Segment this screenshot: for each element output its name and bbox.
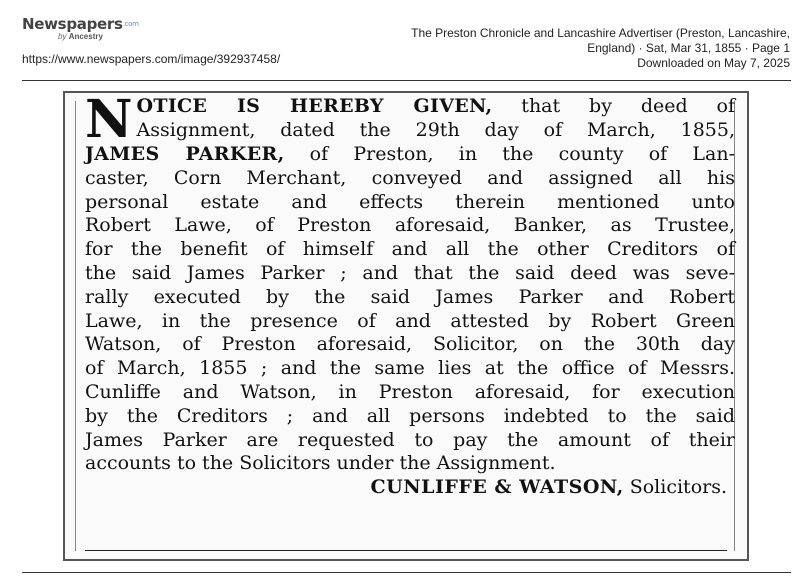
notice-line: Robert Lawe, of Preston aforesaid, Banker, as Trustee,	[85, 214, 735, 237]
logo-com: .com	[122, 20, 139, 28]
notice-line-text: that by deed of	[492, 95, 735, 117]
notice-line: Assignment, dated the 29th day of March, 1855,	[136, 118, 735, 141]
logo-by: by	[58, 32, 67, 41]
notice-text	[85, 89, 735, 500]
source-metadata	[370, 26, 790, 71]
notice-line: of March, 1855 ; and the same lies at the office of Messrs.	[85, 357, 735, 380]
notice-line: Watson, of Preston aforesaid, Solicitor, on the 30th day	[85, 333, 735, 356]
notice-heading: OTICE IS HEREBY GIVEN,	[136, 95, 493, 117]
clipping-bottom-rule	[85, 550, 727, 551]
notice-line: caster, Corn Merchant, conveyed and assigned all his	[85, 166, 735, 189]
notice-line: Lawe, in the presence of and attested by Robert Green	[85, 309, 735, 332]
meta-line-1: The Preston Chronicle and Lancashire Advertiser (Preston, Lancashire,	[411, 26, 790, 40]
signature-firm: CUNLIFFE & WATSON,	[370, 476, 624, 499]
notice-line: accounts to the Solicitors under the Assignment.	[85, 452, 556, 475]
meta-line-2: England) · Sat, Mar 31, 1855 · Page 1	[587, 41, 790, 55]
notice-line: Cunliffe and Watson, in Preston aforesaid, for execution	[85, 380, 735, 403]
notice-name: JAMES PARKER,	[85, 143, 285, 165]
notice-line	[85, 95, 735, 119]
notice-line: personal estate and effects therein mentioned unto	[85, 190, 735, 213]
notice-line: the said James Parker ; and that the said deed was seve-	[85, 261, 735, 284]
notice-line	[85, 143, 735, 167]
notice-line-text: of Preston, in the county of Lan-	[284, 143, 735, 165]
logo-wordmark	[22, 16, 139, 32]
notice-line: James Parker are requested to pay the amount of their	[85, 428, 735, 451]
logo-byline	[58, 32, 139, 42]
signature	[85, 476, 735, 500]
notice-line: by the Creditors ; and all persons indebted to the said	[85, 404, 735, 427]
footer-divider	[22, 572, 791, 573]
signature-title: Solicitors.	[623, 476, 727, 499]
meta-line-3: Downloaded on May 7, 2025	[637, 56, 790, 70]
image-url[interactable]: https://www.newspapers.com/image/392937458/	[22, 52, 281, 66]
logo-brand: Ancestry	[68, 32, 103, 41]
newspapers-logo[interactable]	[22, 16, 139, 42]
notice-line: for the benefit of himself and all the other Creditors of	[85, 238, 735, 261]
notice-line: rally executed by the said James Parker and Robert	[85, 285, 735, 308]
header-divider	[22, 80, 791, 81]
logo-main-text: Newspapers	[22, 15, 123, 33]
newspaper-clipping	[63, 91, 749, 561]
drop-cap: N	[85, 89, 133, 150]
